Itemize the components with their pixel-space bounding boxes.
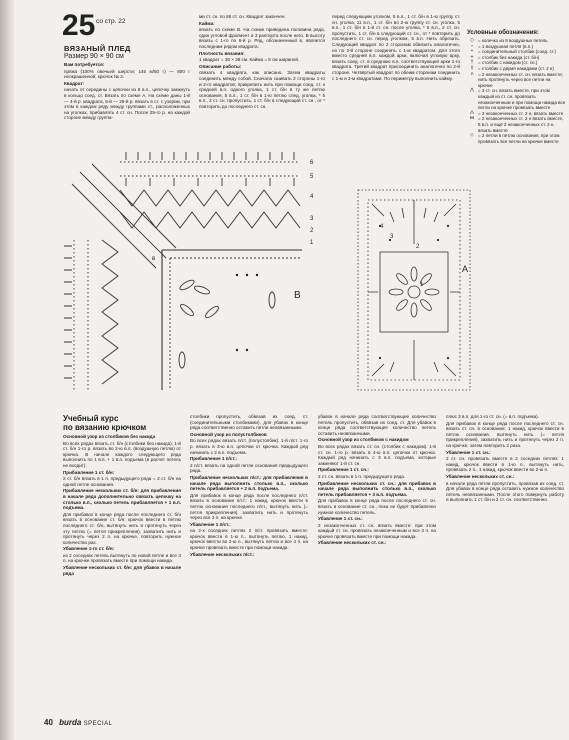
text-paragraph: Для прибавок в конце ряда после последнего ст. сн. вязать в основание ст. сн., пока не будет прибавлено нужное количество петель. [318,498,436,515]
text-paragraph: Во всех рядах вязать п/ст. (полустолбик). 1-й п/ст. 1-го р. вязать в 3-ю в.п. цепочки от крючка. Каждый ряд начинать с 2 в.п. подъема. [190,438,308,455]
text-paragraph: начать от середины с цепочки из 8 в.п., цепочку замкнуть в кольцо соед. ст. Вязать по схеме А. На схеме даны 1-й — 4-й р. квадрата, 5-й — 25-й р. вязать в ст. с узором, при этом в каждом ряду между группами ст., расположенных на уголках, прибавлять 4 ст. сн. После 25-го р. на каждой стороне между группа- [64,87,190,121]
course-title [63,414,146,432]
text-paragraph: 2 ст. б/н вязать в 1 п. предыдущего ряда = 2 ст. б/н на одной петле основания. [63,476,181,487]
text-paragraph: Убавление 1 ст. сн.: [318,516,363,522]
text-paragraph: из 2 соседних петель вытянуть по новой петле и все 3 п. на крючке провязать вместе при помощи накида. [63,552,181,564]
text-paragraph: Основной узор из столбиков с накидом [318,437,409,443]
instructions-column-2 [199,14,325,144]
legend-symbol-icon: ○ [470,38,474,43]
text-paragraph: вязать по схеме В. На схеме приведена половина ряда, один угловой фрагмент и 3 раппорта после него. В высоту вязать с 1-го по 6-й р. Ряд, обозначенный в, является последним рядом квадрата. [199,27,325,49]
legend-text: = столбик с двумя накидами (ст. 2 н) [478,65,554,71]
legend-text: = 2 петли в петлю основания, при этом провязать все петли на крючке вместе [478,133,560,144]
course-title-line-1: Учебный курс [63,414,119,423]
legend-symbol-icon: ∘ [470,43,474,49]
legend-text: = 3 незаконченных ст. 2 н, вязать вместе [478,110,564,116]
legend-symbol-icon: ⋀ [470,88,474,94]
diagram-a-row-4: 4 [380,224,384,230]
legend-text: = 2 незаконченных ст. 2 н вязать вместе, 5 в.п. и ещё 2 незаконченных ст. 2 н, вязать вместе [478,116,564,133]
course-title-line-2: по вязанию крючком [63,423,147,432]
text-paragraph: пряжа (100% овечьей шерсти; 145 м/50 г) — 800 г неокрашенной; крючок № 3. [64,68,190,80]
text-paragraph: связать 4 квадрата, как описано. Затем квадраты соединить между собой. Сначала сшивать 2 стороны 1-го и 2-го квадратов; прикрепить нить при помощи соед. ст. к средней в.п. одного уголка, 1 ст. б/н в ту же петлю основания, 5 в.п., 1 ст. б/н в 1-ю петлю след. уголка, * 5 в.п., 2 ст. сн. пропустить, 1 ст. б/н в следующий ст. сн., от * повторить до последнего ст. сн. [199,70,325,109]
legend-row [466,116,566,133]
legend-text: = 3 ст. сн. вязать вместе, при этом каждый из ст. сн. провязать незаконченным и при помощи накида все петли на крючке провязать вместе [478,88,566,111]
legend-text: = колечко из 8 воздушных петель [478,38,548,43]
pattern-title: ВЯЗАНЫЙ ПЛЕД [64,44,131,53]
diagram-a-row-2: 2 [416,244,420,250]
diagram-b-row-5: 5 [310,174,314,180]
legend-symbol-icon: ◇ [470,133,474,139]
legend-row [466,133,566,144]
course-column-3 [318,414,436,714]
pattern-number: 25 [62,9,96,42]
text-paragraph: столбики пропустить, обвязав их соед. ст. (соединительными столбиками), для убавок в конце ряда соответственно оставить петли неовязанными. [190,414,308,431]
text-paragraph: Во всех рядах вязать ст. сн. (столбик с накидом). 1-й ст. сн. 1-го р. вязать в 4-ю в.п. цепочки от крючка. Каждый ряд начинать с 3 в.п. подъема, которые заменяют 1-й ст. сн. [318,443,436,466]
text-paragraph: Квадрат: [64,80,85,86]
diagram-a-row-3: 3 [390,234,394,240]
text-paragraph: Убавление нескольких п/ст.: [190,551,255,557]
text-paragraph: плюс 3 в.п. для 1-го ст. сн. (= в.п. подъема). [446,414,539,419]
diagram-a-row-1: 1 [420,282,424,288]
diagram-b-border [62,150,332,400]
diagram-b-label: B [294,290,301,301]
intro-text [64,62,190,144]
legend-text: = 2 незаконченных ст. сн. вязать вместе; нить протянуть через все петли на крючке [478,71,564,88]
brand-logo: burda [59,718,82,727]
text-paragraph: Убавление нескольких ст. сн.: [446,473,515,479]
pattern-size: Размер 90 × 90 см [64,53,124,60]
text-paragraph: перед следующим уголком, 5 в.п., 1 ст. б/н в 1-ю группу ст. сн. уголка, 11 в.п., 1 ст. б/н во 2-ю группу ст. сн. уголка, 5 в.п., 1 ст. б/н в 1-й ст. сн. после уголка, * 5 в.п., 2 ст. сн. пропустить, 1 ст. б/н в следующий ст. сн., от * повторить до последнего ст. сн. перед уголком, 5 в.п. Нить обрезать. Следующий квадрат по 2 сторонам обвязать аналогично, но по 2-й стороне соединять с 1-м квадратом. Для этого вместо средней в.п. каждой арки, включая угловую арку, вязать соед. ст. в среднюю в.п. соответствующей арки 1-го квадрата. Третий квадрат присоединить аналогично по 2-й стороне. Четвёртый квадрат по обеим сторонам соединить с 1-м и 3-м квадратами. По периметру выполнить кайму. [332,14,460,81]
course-column-4 [446,414,564,714]
diagram-b-row-6: 6 [310,160,314,166]
page-fold-shadow [0,0,14,740]
legend-title: Условные обозначения: [467,30,539,36]
legend-row [466,72,566,89]
diagram-b-row-2: 2 [310,228,314,234]
legend-symbol-icon: † [470,60,474,66]
text-paragraph: Убавление нескольких ст. сн.: [318,540,387,546]
text-paragraph: 1 квадрат = 38 × 38 см. Кайма = 6 см шириной. [199,57,300,63]
legend [466,38,566,144]
text-paragraph: Убавление 1-го ст. б/н: [63,546,115,552]
text-paragraph: в начале ряда петли пропустить, провязав их соед. ст. Для убавок в конце ряда оставить нужное количество петель неовязанными. После этого повернуть работу и выполнить 1 ст. б/н и 2 ст. сн. соответственно. [446,480,564,503]
page-reference: со стр. 22 [96,18,126,25]
legend-symbol-icon: ⋈ [469,116,475,122]
text-paragraph: Убавление 1 п/ст.: [190,521,231,527]
legend-symbol-icon: + [470,54,474,60]
text-paragraph: 2 ст. сн. провязать вместе в 2 соседних петлях: 1 накид, крючок ввести в 1-ю п., вытянуть нить, провязать 2 п., 1 накид, крючок ввести во 2-ю п. [446,456,564,473]
text-paragraph: Убавление нескольких ст. б/н: для убавок в начале ряда [63,565,181,576]
diagram-b-row-3: 3 [310,216,314,222]
diagram-b-row-1: 1 [310,240,314,246]
text-paragraph: Для прибавок в конце ряда после последнего ст. б/н вязать в основание ст. б/н: крючок ввести в петлю последнего ст. б/н, вытянуть нить и протянуть через эту петлю (= петля прикрепления), захватить нить и протянуть через 2 п. на крючке, повторить нужное количество раз. [63,511,181,545]
legend-symbol-icon: ⁂ [469,110,475,116]
text-paragraph: Основной узор из столбиков без накида [63,434,156,439]
text-paragraph: Кайма: [199,20,215,26]
text-paragraph: Прибавление 1 ст. б/н: [63,469,115,475]
diagram-b-row-b-marker: в [152,256,156,262]
text-paragraph: 2 п/ст. вязать на одной петле основания предыдущего ряда. [190,462,308,474]
text-paragraph: убавок в начале ряда соответствующее количество петель пропустить, обвязав их соед. ст. Для убавок в конце ряда соответствующее количество петель оставить неовязанными. [318,414,436,436]
legend-row [466,88,566,110]
diagram-a-square [350,182,480,402]
legend-symbol-icon: • [470,49,474,55]
text-paragraph: Для прибавок в конце ряда после последнего п/ст. вязать в основание п/ст.: 1 накид, крючок ввести в петлю основания последнего п/ст., вытянуть нить (= петля прикрепления), захватить нить и протянуть через все 3 п. на крючке. [190,492,308,521]
text-paragraph: Описание работы: [199,63,242,69]
text-paragraph: Для прибавок в конце ряда после последнего ст. сн. вязать ст. сн. в основание: 1 накид, крючок ввести в петлю основания, вытянуть нить (= петля прикрепления), захватить нить и протянуть через 2 п. на крючке, затем повторить 2 раза. [446,420,564,448]
brand-special: SPECIAL [83,721,113,727]
legend-text: = соединительный столбик (соед. ст.) [478,49,557,55]
text-paragraph: Прибавление нескольких ст. б/н: для прибавления в начале ряда дополнительно связать цепочку на столько в.п., сколько петель прибавляется + 1 в.п. подъема. [63,488,181,511]
course-column-1 [63,434,181,716]
text-paragraph: Вам потребуется: [64,62,105,67]
text-paragraph: ми ст. сн. по 85 ст. сн. Квадрат закончен. [199,14,286,19]
text-paragraph: 2 ст. сн. вязать в 1 п. предыдущего ряда. [318,473,406,479]
text-paragraph: Основной узор из полустолбиков [190,431,267,437]
text-paragraph: Прибавление 1 п/ст.: [190,456,238,462]
text-paragraph: Убавление 1 ст. сн.: [446,449,491,455]
text-paragraph: Прибавление нескольких п/ст.: для прибавления в начале ряда выполнить столько в.п., сколько петель прибавляется + 2 в.п. подъема. [190,474,308,492]
text-paragraph: Во всех рядах вязать ст. б/н (столбики без накида). 1-й ст. б/н 1-го р. вязать во 2-ю в.п. (воздушную петлю) от крючка. В начале каждого следующего ряда выполнить по 1 в.п. + 1 в.п. подъема (в расчет петель не входит). [63,440,181,468]
text-paragraph: 2 незаконченных ст. сн. вязать вместе: при этом каждый ст. сн. провязать незаконченным и все 3 п. на крючке провязать вместе при помощи накида. [318,522,436,539]
page-number: 40 [44,718,53,727]
diagram-b-row-4: 4 [310,194,314,200]
diagram-a-label: A [462,264,469,274]
legend-symbol-icon: ∩ [470,71,474,77]
legend-text: = 1 воздушная петля (в.п.) [478,43,533,49]
text-paragraph: Прибавление нескольких ст. сн.: для прибавок в начале ряда выполнить столько в.п., сколько петель прибавляется + 3 в.п. подъема. [318,480,436,497]
legend-symbol-icon: ‡ [470,65,474,71]
text-paragraph: на 2-х соседних петлях 2 п/ст. провязать вместе: крючок ввести в 1-ю п., вытянуть петлю, 1 накид, крючок ввести во 2-ю п., вытянуть петлю и все 4 п. на крючке провязать вместе при помощи накида. [190,528,308,551]
instructions-column-3 [332,14,460,144]
text-paragraph: Прибавление 1 ст. сн.: [318,467,369,473]
text-paragraph: Плотность вязания: [199,50,245,56]
legend-text: = столбик без накида (ст. б/н) [478,54,540,60]
page-footer [44,718,112,727]
course-column-2 [190,414,308,714]
legend-text: = столбик с накидом (ст. сн.) [478,60,538,66]
